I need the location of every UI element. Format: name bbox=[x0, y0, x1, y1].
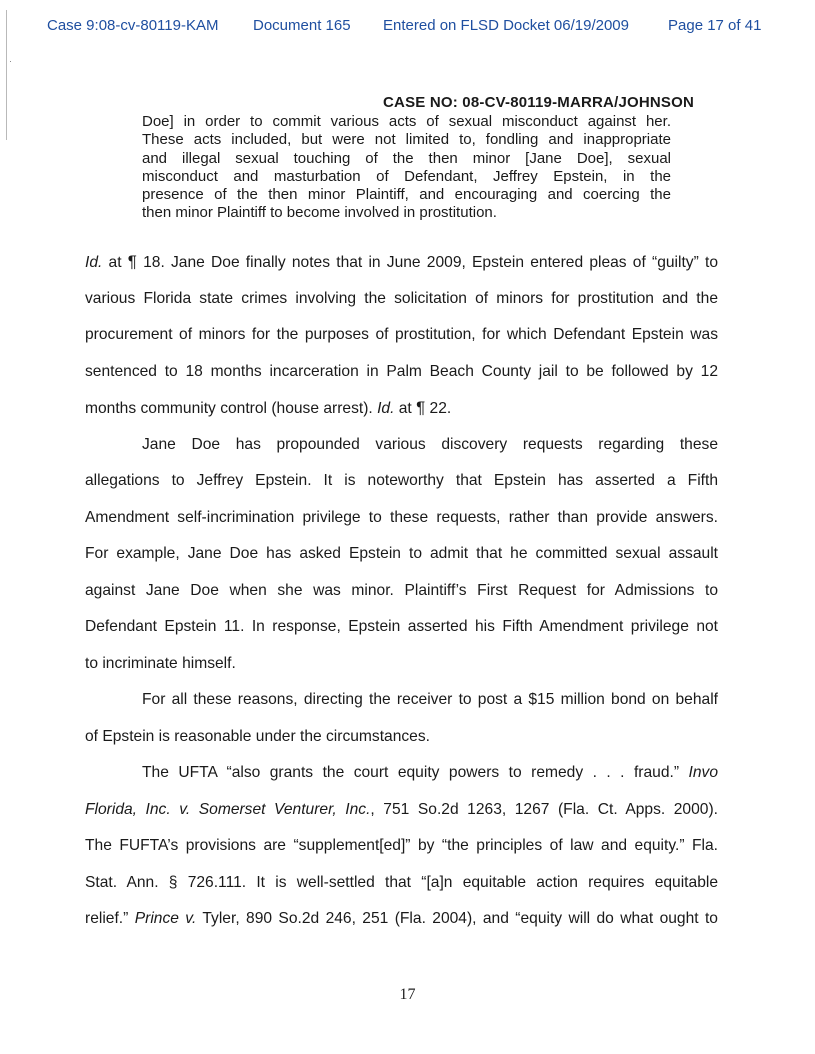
body-line: of Epstein is reasonable under the circumstances. bbox=[85, 727, 430, 745]
body-text-fragment: months community control (house arrest). bbox=[85, 400, 378, 417]
scan-edge-line bbox=[6, 10, 7, 140]
body-line: against Jane Doe when she was minor. Plaintiff’s First Request for Admissions to bbox=[85, 581, 718, 599]
body-line bbox=[85, 398, 718, 435]
body-line: Jane Doe has propounded various discovery requests regarding these bbox=[142, 435, 718, 453]
body-text-fragment: The UFTA “also grants the court equity powers to remedy . . . fraud.” bbox=[142, 764, 689, 781]
body-line bbox=[85, 763, 718, 800]
quote-line: These acts included, but were not limited to, fondling and inappropriate bbox=[142, 131, 671, 149]
body-line bbox=[85, 800, 718, 837]
body-line: Stat. Ann. § 726.111. It is well-settled that “[a]n equitable action requires equitable bbox=[85, 873, 718, 891]
quote-line: Doe] in order to commit various acts of sexual misconduct against her. bbox=[142, 113, 671, 130]
body-line: allegations to Jeffrey Epstein. It is noteworthy that Epstein has asserted a Fifth bbox=[85, 472, 718, 489]
body-text-fragment: Tyler, 890 So.2d 246, 251 (Fla. 2004), and “equity will do what ought to bbox=[196, 910, 718, 927]
docket-header bbox=[0, 17, 815, 39]
scan-edge-dot: · bbox=[9, 56, 12, 66]
quote-line: then minor Plaintiff to become involved in prostitution. bbox=[142, 204, 497, 222]
body-line: to incriminate himself. bbox=[85, 654, 236, 672]
case-citation: Invo bbox=[688, 764, 718, 781]
body-line bbox=[85, 252, 718, 289]
case-citation: Florida, Inc. v. Somerset Venturer, Inc. bbox=[85, 800, 371, 818]
body-line: The FUFTA’s provisions are “supplement[ed]” by “the principles of law and equity.” Fla. bbox=[85, 837, 718, 854]
citation-id: Id. bbox=[85, 254, 103, 271]
body-line: For example, Jane Doe has asked Epstein to admit that he committed sexual assault bbox=[85, 545, 718, 562]
body-line: sentenced to 18 months incarceration in Palm Beach County jail to be followed by 12 bbox=[85, 362, 718, 380]
quote-line: and illegal sexual touching of the then minor [Jane Doe], sexual bbox=[142, 149, 671, 167]
body-text-fragment: 18. Jane Doe finally notes that in June 2009, Epstein entered pleas of “guilty” to bbox=[136, 254, 719, 271]
body-text-fragment: 22. bbox=[425, 400, 452, 417]
pilcrow-symbol: ¶ bbox=[127, 252, 137, 271]
header-case-number: Case 9:08-cv-80119-KAM bbox=[47, 17, 219, 34]
body-text-fragment: , 751 So.2d 1263, 1267 (Fla. Ct. Apps. 2000). bbox=[370, 800, 718, 818]
body-line: procurement of minors for the purposes of prostitution, for which Defendant Epstein was bbox=[85, 326, 718, 343]
body-line: Amendment self-incrimination privilege to these requests, rather than provide answers. bbox=[85, 508, 718, 526]
header-page-count: Page 17 of 41 bbox=[668, 17, 762, 34]
block-quote bbox=[142, 113, 671, 223]
case-number-heading: CASE NO: 08-CV-80119-MARRA/JOHNSON bbox=[383, 94, 695, 111]
body-text bbox=[85, 252, 718, 946]
body-line: Defendant Epstein 11. In response, Epstein asserted his Fifth Amendment privilege not bbox=[85, 618, 718, 635]
body-text-fragment: at bbox=[102, 254, 128, 271]
quote-line: presence of the then minor Plaintiff, and encouraging and coercing the bbox=[142, 186, 671, 204]
body-line: various Florida state crimes involving the solicitation of minors for prostitution and the bbox=[85, 289, 718, 307]
header-document-number: Document 165 bbox=[253, 17, 351, 34]
case-citation: Prince v. bbox=[134, 910, 197, 927]
body-line: For all these reasons, directing the receiver to post a $15 million bond on behalf bbox=[142, 691, 718, 708]
citation-id: Id. bbox=[377, 400, 395, 417]
quote-line: misconduct and masturbation of Defendant, Jeffrey Epstein, in the bbox=[142, 167, 671, 185]
header-entered-date: Entered on FLSD Docket 06/19/2009 bbox=[383, 17, 629, 34]
page-number: 17 bbox=[399, 986, 416, 1003]
body-text-fragment: at bbox=[394, 400, 417, 417]
pilcrow-symbol: ¶ bbox=[416, 398, 426, 417]
body-text-fragment: relief.” bbox=[85, 910, 135, 927]
body-line bbox=[85, 909, 718, 946]
